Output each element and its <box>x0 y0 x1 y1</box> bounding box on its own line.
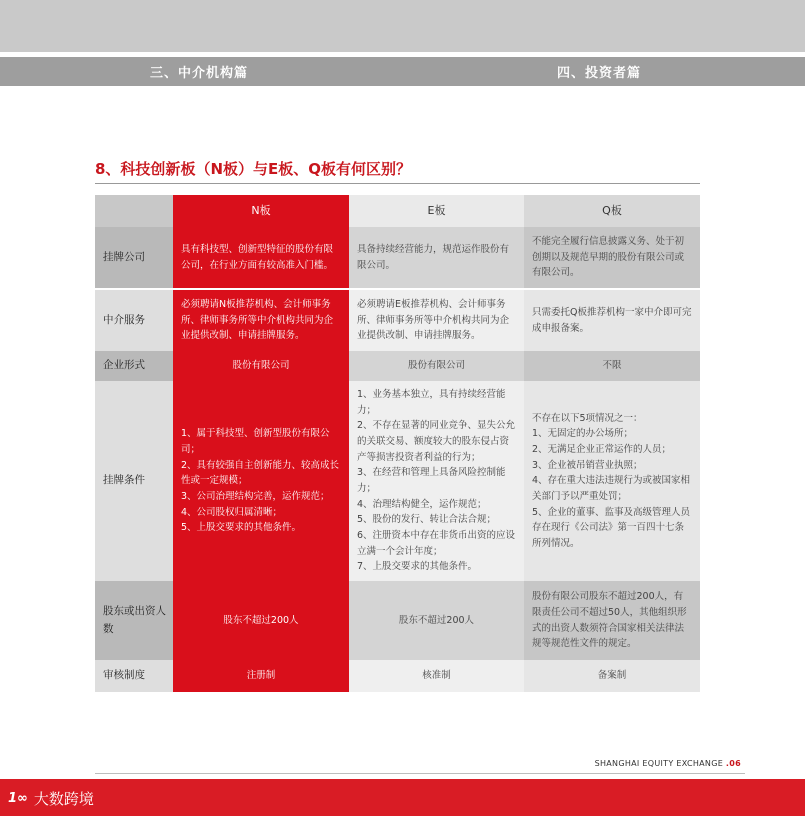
condition-item: 1、属于科技型、创新型股份有限公司； <box>181 428 330 455</box>
condition-item: 3、公司治理结构完善，运作规范； <box>181 490 330 502</box>
row-label-company-form: 企业形式 <box>95 351 173 381</box>
header-e-board: E板 <box>349 195 524 227</box>
nav-investor-section[interactable]: 四、投资者篇 <box>557 66 642 81</box>
row-label-intermediary-service: 中介服务 <box>95 289 173 351</box>
condition-item: 4、治理结构健全，运作规范； <box>357 498 487 510</box>
condition-item: 4、存在重大违法违规行为或被国家相关部门予以严重处罚； <box>532 475 691 502</box>
condition-item: 2、无满足企业正常运作的人员； <box>532 443 672 455</box>
condition-item: 3、企业被吊销营业执照； <box>532 459 643 471</box>
table-row <box>95 381 700 581</box>
row-label-review-system: 审核制度 <box>95 660 173 692</box>
page-title: 8、科技创新板（N板）与E板、Q板有何区别？ <box>95 160 411 178</box>
cell-q-company-form: 不限 <box>524 351 700 381</box>
bottom-brand-bar <box>0 779 805 816</box>
cell-q-intermediary-service: 只需委托Q板推荐机构一家中介即可完成申报备案。 <box>524 289 700 351</box>
cell-q-shareholder-count: 股份有限公司股东不超过200人，有限责任公司不超过50人，其他组织形式的出资人数须符合国家相关法律法规等规范性文件的规定。 <box>524 581 700 660</box>
condition-item: 1、无固定的办公场所； <box>532 428 634 440</box>
header-n-board: N板 <box>173 195 349 227</box>
condition-item: 2、具有较强自主创新能力、较高成长性或一定规模； <box>181 459 340 487</box>
header-empty-cell <box>95 195 173 227</box>
condition-item: 1、业务基本独立，具有持续经营能力； <box>357 389 506 416</box>
section-nav-bar <box>0 57 805 86</box>
brand-logo[interactable] <box>8 788 94 809</box>
cell-e-shareholder-count: 股东不超过200人 <box>349 581 524 660</box>
cell-n-review-system: 注册制 <box>173 660 349 692</box>
cell-n-listing-conditions <box>173 381 349 581</box>
cell-e-intermediary-service: 必须聘请E板推荐机构、会计师事务所、律师事务所等中介机构共同为企业提供改制、申请挂牌服务。 <box>349 289 524 351</box>
condition-item: 5、企业的董事、监事及高级管理人员存在现行《公司法》第一百四十七条所列情况。 <box>532 506 691 549</box>
condition-item: 7、上股交要求的其他条件。 <box>357 561 478 573</box>
condition-item: 5、上股交要求的其他条件。 <box>181 522 302 534</box>
cell-n-shareholder-count: 股东不超过200人 <box>173 581 349 660</box>
condition-item: 5、股份的发行、转让合法合规； <box>357 514 497 526</box>
row-label-listing-conditions: 挂牌条件 <box>95 381 173 581</box>
condition-item: 4、公司股权归属清晰； <box>181 506 283 518</box>
row-label-listed-company: 挂牌公司 <box>95 227 173 289</box>
condition-item: 2、不存在显著的同业竞争、显失公允的关联交易、额度较大的股东侵占资产等损害投资者利益的行为； <box>357 420 516 463</box>
table-row <box>95 351 700 381</box>
cell-e-listing-conditions <box>349 381 524 581</box>
brand-name: 大数跨境 <box>33 790 94 808</box>
top-band <box>0 0 805 52</box>
condition-item: 不存在以下5项情况之一： <box>532 412 643 424</box>
cell-n-intermediary-service: 必须聘请N板推荐机构、会计师事务所、律师事务所等中介机构共同为企业提供改制、申请挂牌服务。 <box>173 289 349 351</box>
condition-item: 3、在经营和管理上具备风险控制能力； <box>357 467 506 495</box>
table-row <box>95 660 700 692</box>
footer-exchange-name <box>595 759 741 768</box>
brand-mark-icon: 1∞ <box>8 791 28 806</box>
table-row <box>95 289 700 351</box>
cell-n-listed-company: 具有科技型、创新型特征的股份有限公司，在行业方面有较高准入门槛。 <box>173 227 349 289</box>
cell-e-listed-company: 具备持续经营能力，规范运作股份有限公司。 <box>349 227 524 289</box>
table-row <box>95 581 700 660</box>
row-label-shareholder-count: 股东或出资人数 <box>95 581 173 660</box>
table-header-row <box>95 195 700 227</box>
page-number: .06 <box>725 759 741 768</box>
board-comparison-table <box>95 195 700 692</box>
cell-q-review-system: 备案制 <box>524 660 700 692</box>
cell-n-company-form: 股份有限公司 <box>173 351 349 381</box>
exchange-name: SHANGHAI EQUITY EXCHANGE <box>594 759 724 768</box>
nav-intermediary-section[interactable]: 三、中介机构篇 <box>150 66 249 81</box>
header-q-board: Q板 <box>524 195 700 227</box>
condition-item: 6、注册资本中存在非货币出资的应设立满一个会计年度； <box>357 530 516 557</box>
table-row <box>95 227 700 289</box>
footer-divider <box>95 773 745 774</box>
cell-q-listing-conditions <box>524 381 700 581</box>
cell-q-listed-company: 不能完全履行信息披露义务、处于初创期以及规范早期的股份有限公司或有限公司。 <box>524 227 700 289</box>
title-divider <box>95 183 700 184</box>
cell-e-company-form: 股份有限公司 <box>349 351 524 381</box>
cell-e-review-system: 核准制 <box>349 660 524 692</box>
